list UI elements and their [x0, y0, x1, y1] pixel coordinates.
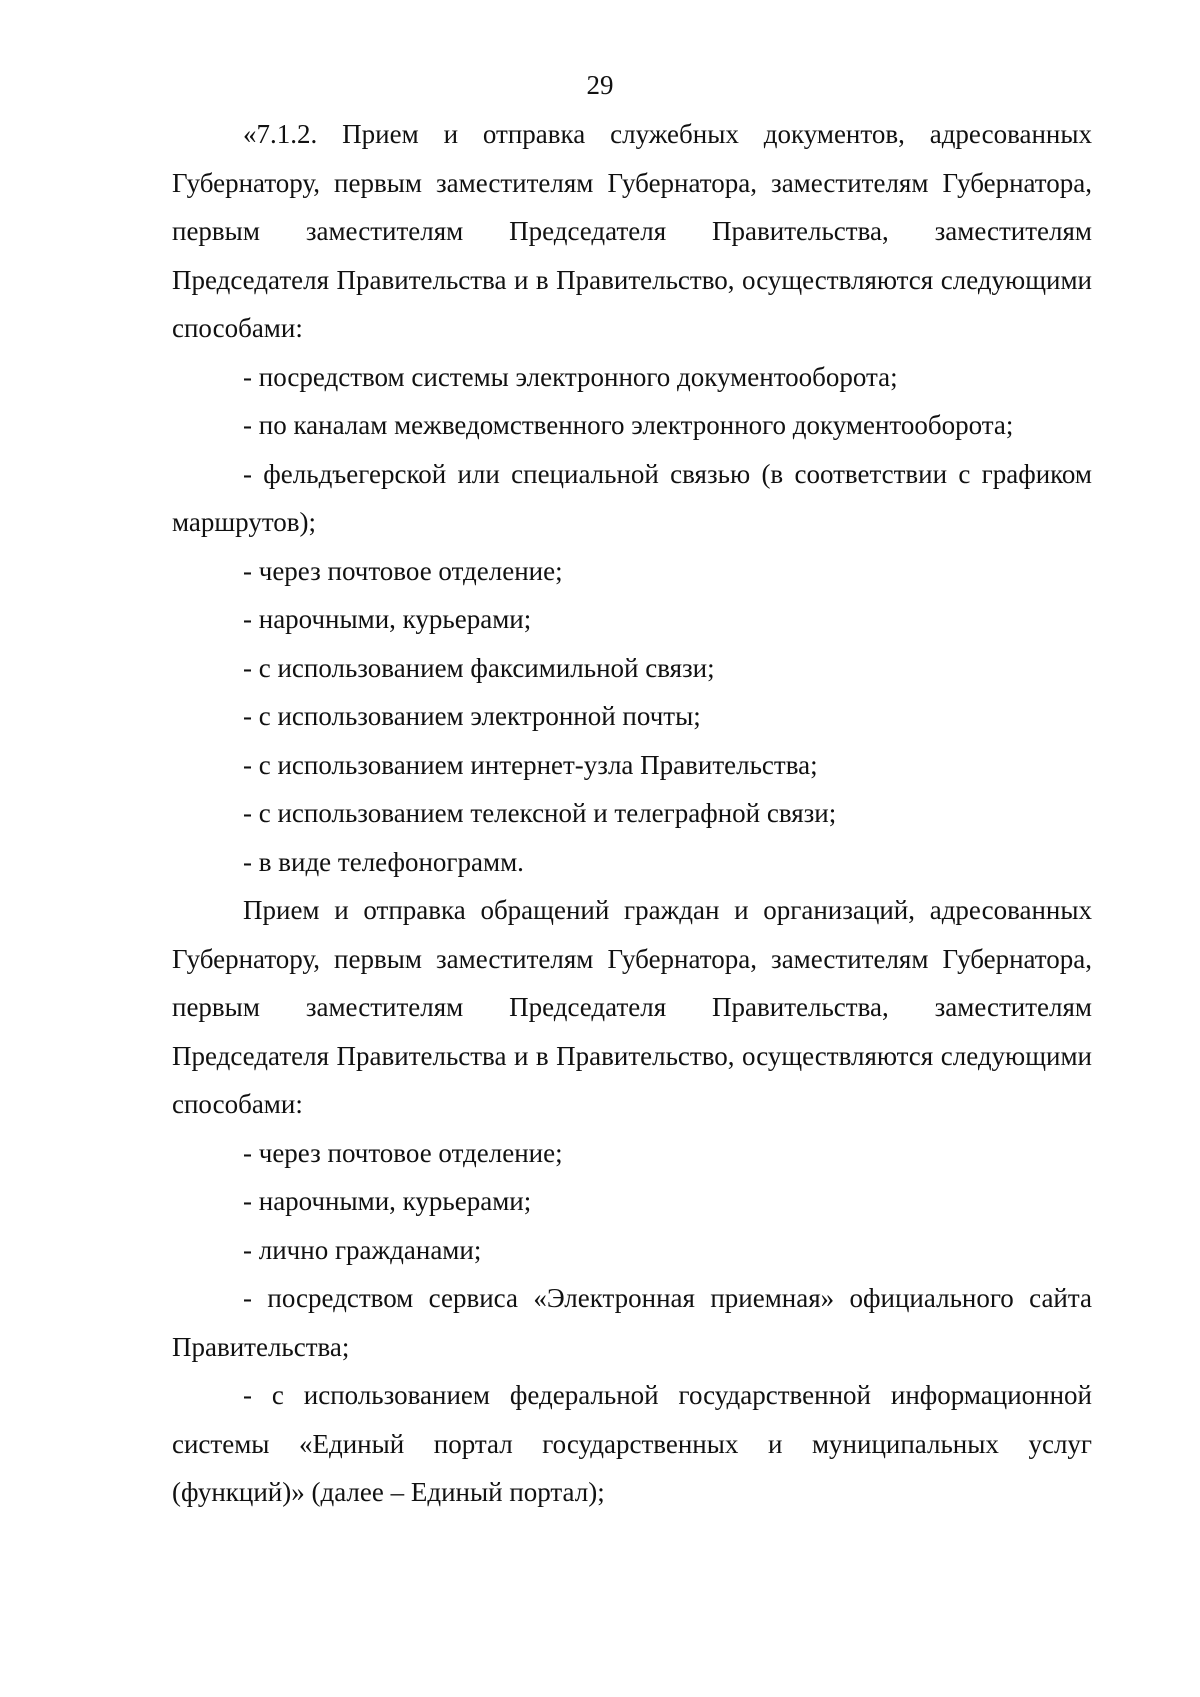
- list-item-appeals-post: - через почтовое отделение;: [243, 1137, 563, 1168]
- list-item-telex-telegraph: - с использованием телексной и телеграфной связи;: [243, 798, 837, 828]
- list-item-appeals-unified-portal: - с использованием федеральной государственной информационной системы «Единый портал государственных и муниципальных услуг (функций)» (далее – Единый портал);: [172, 1380, 1092, 1507]
- list-item-appeals-in-person: - лично гражданами;: [243, 1234, 482, 1265]
- list-item-appeals-e-reception: - посредством сервиса «Электронная приемная» официального сайта Правительства;: [172, 1283, 1092, 1362]
- list-item-medo: - по каналам межведомственного электронного документооборота;: [243, 410, 1014, 440]
- paragraph-appeals-intro: Прием и отправка обращений граждан и организаций, адресованных Губернатору, первым заместителям Губернатора, заместителям Губернатора, первым заместителям Председателя Правительства, заместителям Председателя Правительства и в Правительство, осуществляются следующими способами:: [172, 895, 1092, 1119]
- list-item-telephonogram: - в виде телефонограмм.: [243, 846, 524, 877]
- list-item-courier-special: - фельдъегерской или специальной связью (в соответствии с графиком маршрутов);: [172, 458, 1092, 537]
- list-item-post: - через почтовое отделение;: [243, 555, 563, 586]
- document-body: [172, 110, 1092, 1517]
- list-item-fax: - с использованием факсимильной связи;: [243, 652, 715, 683]
- list-item-internet-node: - с использованием интернет-узла Правительства;: [243, 749, 818, 780]
- list-item-appeals-messengers: - нарочными, курьерами;: [243, 1186, 532, 1216]
- list-item-messengers: - нарочными, курьерами;: [243, 604, 532, 634]
- list-item-edo: - посредством системы электронного документооборота;: [243, 361, 898, 392]
- list-item-email: - с использованием электронной почты;: [243, 701, 701, 731]
- page-number: 29: [586, 70, 614, 100]
- paragraph-7-1-2-intro: «7.1.2. Прием и отправка служебных документов, адресованных Губернатору, первым заместителям Губернатора, заместителям Губернатора, первым заместителям Председателя Правительства, заместителям Председателя Правительства и в Правительство, осуществляются следующими способами:: [172, 119, 1092, 343]
